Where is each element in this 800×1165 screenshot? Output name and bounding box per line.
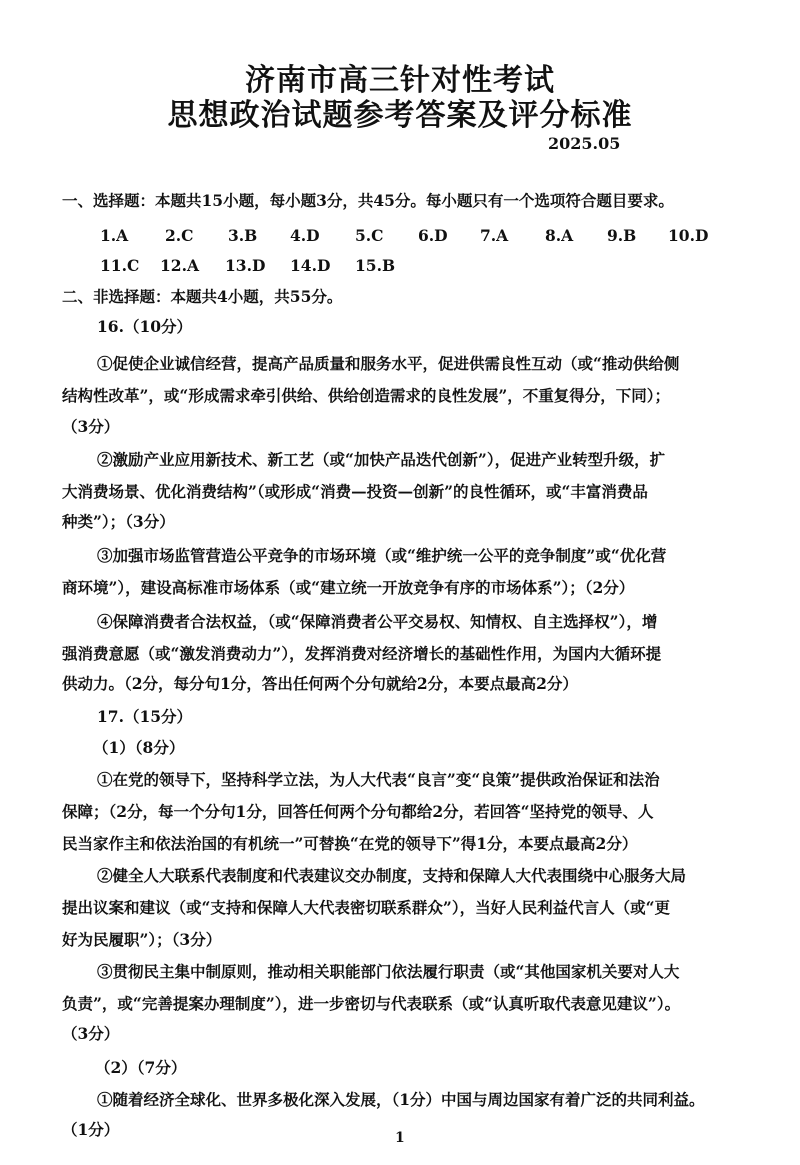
body-line: 商环境”），建设高标准市场体系（或“建立统一开放竞争有序的市场体系”）；（2分） [62, 578, 635, 597]
answer-item: 6.D [418, 226, 448, 245]
body-line: 供动力。（2分，每分句1分，答出任何两个分句就给2分，本要点最高2分） [62, 674, 578, 693]
body-line: 保障；（2分，每一个分句1分，回答任何两个分句都给2分，若回答“坚持党的领导、人 [62, 802, 654, 821]
answer-item: 7.A [480, 226, 509, 245]
body-line: 提出议案和建议（或“支持和保障人大代表密切联系群众”），当好人民利益代言人（或“更 [62, 898, 670, 917]
section2-heading: 二、非选择题：本题共4小题，共55分。 [62, 287, 343, 306]
answer-item: 11.C [100, 256, 140, 275]
answer-item: 12.A [160, 256, 199, 275]
document-date: 2025.05 [548, 134, 621, 153]
answer-item: 5.C [355, 226, 384, 245]
answer-item: 8.A [545, 226, 574, 245]
body-line: ①在党的领导下，坚持科学立法，为人大代表“良言”变“良策”提供政治保证和法治 [97, 770, 660, 789]
document-title-line2: 思想政治试题参考答案及评分标准 [167, 98, 633, 133]
body-line: ②激励产业应用新技术、新工艺（或“加快产品迭代创新”），促进产业转型升级，扩 [97, 450, 666, 469]
body-line: （2）（7分） [95, 1058, 187, 1077]
body-line: 民当家作主和依法治国的有机统一”可替换“在党的领导下”得1分，本要点最高2分） [62, 834, 638, 853]
body-line: 种类”）；（3分） [62, 512, 175, 531]
answer-item: 9.B [607, 226, 637, 245]
answer-item: 13.D [225, 256, 266, 275]
body-line: 16.（10分） [97, 317, 193, 336]
body-line: ③加强市场监管营造公平竞争的市场环境（或“维护统一公平的竞争制度”或“优化营 [97, 546, 667, 565]
body-line: ③贯彻民主集中制原则，推动相关职能部门依法履行职责（或“其他国家机关要对人大 [97, 962, 680, 981]
answer-item: 10.D [668, 226, 709, 245]
answer-item: 14.D [290, 256, 331, 275]
body-line: ①促使企业诚信经营，提高产品质量和服务水平，促进供需良性互动（或“推动供给侧 [97, 354, 680, 373]
answer-item: 1.A [100, 226, 129, 245]
body-line: 强消费意愿（或“激发消费动力”），发挥消费对经济增长的基础性作用，为国内大循环提 [62, 644, 662, 663]
body-line: （3分） [62, 417, 120, 436]
body-line: （1分） [62, 1120, 120, 1139]
body-line: （3分） [62, 1024, 120, 1043]
section1-heading: 一、选择题：本题共15小题，每小题3分，共45分。每小题只有一个选项符合题目要求。 [62, 191, 674, 210]
answer-item: 15.B [355, 256, 396, 275]
answer-item: 4.D [290, 226, 320, 245]
body-line: 结构性改革”，或“形成需求牵引供给、供给创造需求的良性发展”，不重复得分，下同）； [62, 386, 670, 405]
body-line: 大消费场景、优化消费结构”（或形成“消费—投资—创新”的良性循环，或“丰富消费品 [62, 482, 648, 501]
answer-item: 3.B [228, 226, 258, 245]
body-line: ②健全人大联系代表制度和代表建议交办制度，支持和保障人大代表围绕中心服务大局 [97, 866, 687, 885]
page-number: 1 [395, 1130, 405, 1146]
body-line: 负责”，或“完善提案办理制度”），进一步密切与代表联系（或“认真听取代表意见建议”）。 [62, 994, 681, 1013]
body-line: ④保障消费者合法权益，（或“保障消费者公平交易权、知情权、自主选择权”），增 [97, 612, 658, 631]
answer-item: 2.C [165, 226, 194, 245]
document-title-line1: 济南市高三针对性考试 [245, 63, 555, 98]
body-line: （1）（8分） [93, 738, 185, 757]
body-line: 好为民履职”）；（3分） [62, 930, 222, 949]
body-line: ①随着经济全球化、世界多极化深入发展，（1分）中国与周边国家有着广泛的共同利益。 [97, 1090, 705, 1109]
body-line: 17.（15分） [97, 707, 193, 726]
